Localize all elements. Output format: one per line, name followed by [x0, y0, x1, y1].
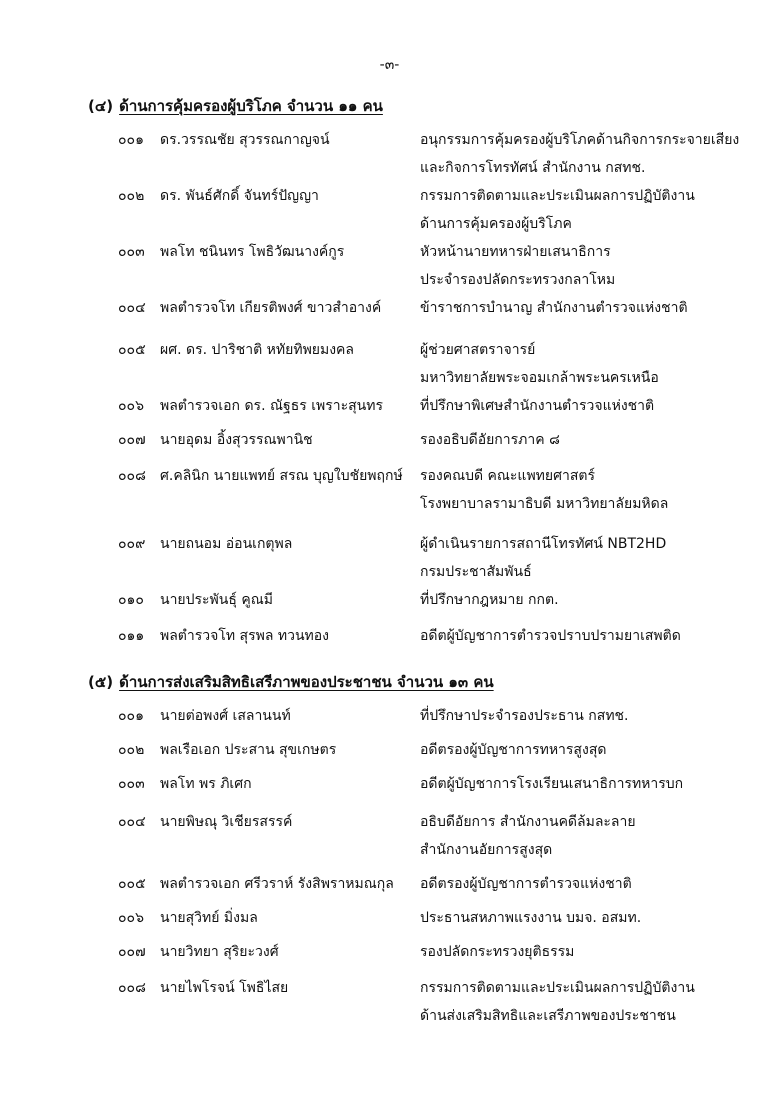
position-line: อนุกรรมการคุ้มครองผู้บริโภคด้านกิจการกระจายเสียง: [420, 132, 740, 148]
section-title: ด้านการส่งเสริมสิทธิเสรีภาพของประชาชน จำนวน ๑๓ คน: [119, 673, 494, 691]
section-number: (๕): [88, 673, 114, 691]
member-number: ๐๐๙: [118, 536, 146, 552]
position-line: ด้านการคุ้มครองผู้บริโภค: [420, 216, 572, 232]
member-position: [420, 870, 632, 898]
member-position: [420, 904, 641, 932]
member-position: [420, 530, 666, 586]
member-position: [420, 426, 560, 454]
member-position: [420, 336, 659, 392]
member-name: นายประพันธุ์ คูณมี: [160, 592, 273, 608]
member-number: ๐๐๘: [118, 980, 146, 996]
position-line: ผู้ดำเนินรายการสถานีโทรทัศน์ NBT2HD: [420, 536, 667, 552]
position-line: รองคณบดี คณะแพทยศาสตร์: [420, 468, 596, 484]
member-number: ๐๐๓: [118, 244, 145, 260]
member-number: ๐๑๐: [118, 592, 144, 608]
position-line: หัวหน้านายทหารฝ่ายเสนาธิการ: [420, 244, 611, 260]
position-line: ประจำรองปลัดกระทรวงกลาโหม: [420, 272, 616, 288]
member-position: [420, 808, 636, 864]
section-title: ด้านการคุ้มครองผู้บริโภค จำนวน ๑๑ คน: [119, 97, 383, 115]
position-line: มหาวิทยาลัยพระจอมเกล้าพระนครเหนือ: [420, 370, 659, 386]
member-number: ๐๐๘: [118, 468, 146, 484]
section-number: (๔): [88, 97, 114, 115]
member-name: พลตำรวจโท สุรพล ทวนทอง: [160, 628, 329, 644]
member-number: ๐๐๔: [118, 300, 146, 316]
member-name: นายพิษณุ วิเชียรสรรค์: [160, 814, 293, 830]
member-name: พลตำรวจโท เกียรติพงศ์ ขาวสำอางค์: [160, 300, 382, 316]
position-line: ประธานสหภาพแรงงาน บมจ. อสมท.: [420, 910, 642, 926]
member-name: พลตำรวจเอก ศรีวราห์ รังสิพราหมณกุล: [160, 876, 394, 892]
member-name: พลโท พร ภิเศก: [160, 776, 252, 792]
member-position: [420, 770, 683, 798]
member-number: ๐๐๒: [118, 188, 145, 204]
member-position: [420, 462, 668, 518]
member-position: [420, 238, 615, 294]
member-number: ๐๐๑: [118, 708, 144, 724]
position-line: รองปลัดกระทรวงยุติธรรม: [420, 944, 575, 960]
page-number: -๓-: [379, 57, 400, 73]
position-line: รองอธิบดีอัยการภาค ๘: [420, 432, 560, 448]
member-name: นายไพโรจน์ โพธิไสย: [160, 980, 289, 996]
member-name: พลตำรวจเอก ดร. ณัฐธร เพราะสุนทร: [160, 398, 383, 414]
position-line: อดีตรองผู้บัญชาการทหารสูงสุด: [420, 742, 607, 758]
member-position: [420, 182, 695, 238]
position-line: อดีตผู้บัญชาการตำรวจปราบปรามยาเสพติด: [420, 628, 681, 644]
position-line: ด้านส่งเสริมสิทธิและเสรีภาพของประชาชน: [420, 1008, 676, 1024]
position-line: อดีตผู้บัญชาการโรงเรียนเสนาธิการทหารบก: [420, 776, 684, 792]
member-position: [420, 702, 629, 730]
member-name: นายสุวิทย์ มิ่งมล: [160, 910, 258, 926]
member-number: ๐๐๖: [118, 910, 144, 926]
member-number: ๐๐๓: [118, 776, 145, 792]
member-position: [420, 974, 695, 1030]
position-line: ที่ปรึกษากฎหมาย กกต.: [420, 592, 559, 608]
position-line: ที่ปรึกษาประจำรองประธาน กสทช.: [420, 708, 629, 724]
member-number: ๐๐๗: [118, 432, 146, 448]
member-position: [420, 938, 574, 966]
position-line: และกิจการโทรทัศน์ สำนักงาน กสทช.: [420, 160, 646, 176]
position-line: ที่ปรึกษาพิเศษสำนักงานตำรวจแห่งชาติ: [420, 398, 655, 414]
member-position: [420, 126, 739, 182]
section-heading: [88, 94, 383, 118]
position-line: สำนักงานอัยการสูงสุด: [420, 842, 553, 858]
member-name: ดร.วรรณชัย สุวรรณกาญจน์: [160, 132, 330, 148]
member-name: นายอุดม อิ้งสุวรรณพานิช: [160, 432, 313, 448]
member-number: ๐๑๑: [118, 628, 145, 644]
member-number: ๐๐๕: [118, 876, 146, 892]
position-line: ผู้ช่วยศาสตราจารย์: [420, 342, 536, 358]
position-line: กรมประชาสัมพันธ์: [420, 564, 532, 580]
member-name: ผศ. ดร. ปาริชาติ หทัยทิพยมงคล: [160, 342, 355, 358]
member-name: นายถนอม อ่อนเกตุพล: [160, 536, 293, 552]
member-position: [420, 736, 606, 764]
member-number: ๐๐๑: [118, 132, 144, 148]
member-position: [420, 622, 681, 650]
member-name: นายวิทยา สุริยะวงศ์: [160, 944, 279, 960]
position-line: โรงพยาบาลรามาธิบดี มหาวิทยาลัยมหิดล: [420, 496, 669, 512]
member-number: ๐๐๔: [118, 814, 146, 830]
member-name: พลเรือเอก ประสาน สุขเกษตร: [160, 742, 337, 758]
member-position: [420, 294, 688, 322]
position-line: ข้าราชการบำนาญ สำนักงานตำรวจแห่งชาติ: [420, 300, 688, 316]
member-number: ๐๐๕: [118, 342, 146, 358]
position-line: อดีตรองผู้บัญชาการตำรวจแห่งชาติ: [420, 876, 632, 892]
member-name: พลโท ชนินทร โพธิวัฒนางค์กูร: [160, 244, 345, 260]
position-line: อธิบดีอัยการ สำนักงานคดีล้มละลาย: [420, 814, 636, 830]
member-name: ดร. พันธ์ศักดิ์ จันทร์ปัญญา: [160, 188, 319, 204]
member-name: ศ.คลินิก นายแพทย์ สรณ บุญใบชัยพฤกษ์: [160, 468, 403, 484]
member-number: ๐๐๖: [118, 398, 144, 414]
section-heading: [88, 670, 494, 694]
member-number: ๐๐๒: [118, 742, 145, 758]
position-line: กรรมการติดตามและประเมินผลการปฏิบัติงาน: [420, 188, 695, 204]
position-line: กรรมการติดตามและประเมินผลการปฏิบัติงาน: [420, 980, 695, 996]
member-name: นายต่อพงศ์ เสลานนท์: [160, 708, 291, 724]
member-position: [420, 392, 654, 420]
member-number: ๐๐๗: [118, 944, 146, 960]
member-position: [420, 586, 559, 614]
